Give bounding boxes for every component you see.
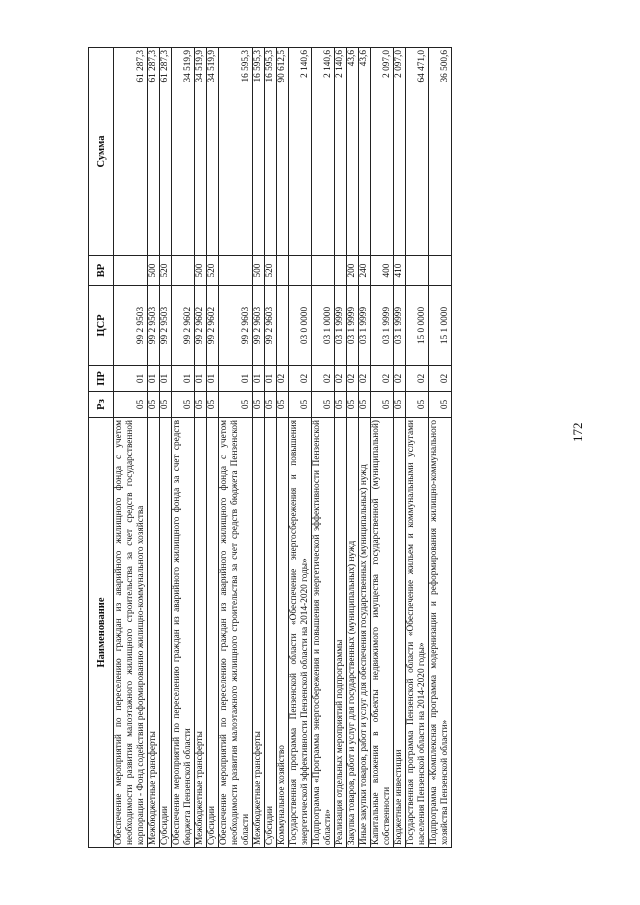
header-rz: Рз <box>89 392 114 418</box>
cell-vr <box>219 256 253 286</box>
cell-pr: 01 <box>265 366 277 392</box>
cell-pr: 01 <box>207 366 219 392</box>
cell-sum: 34 519,9 <box>207 48 219 256</box>
cell-sum: 16 595,3 <box>265 48 277 256</box>
cell-csr: 15 1 0000 <box>429 286 452 366</box>
cell-pr: 02 <box>335 366 347 392</box>
cell-rz: 05 <box>219 392 253 418</box>
cell-vr: 500 <box>253 256 265 286</box>
table-row <box>277 48 289 848</box>
cell-name: Капитальные вложения в объекты недвижимого имущества государственной (муниципальной) собственности <box>371 418 394 848</box>
cell-csr: 03 1 9999 <box>335 286 347 366</box>
cell-name: Межбюджетные трансферты <box>195 418 207 848</box>
cell-sum: 2 097,0 <box>394 48 406 256</box>
cell-name: Обеспечение мероприятий по переселению граждан из аварийного жилищного фонда с учетом необходимости развития малоэтажного жилищного строительства за счет средств бюджета Пензенской области <box>219 418 253 848</box>
cell-pr: 02 <box>277 366 289 392</box>
cell-csr: 99 2 9503 <box>114 286 148 366</box>
cell-vr: 520 <box>160 256 172 286</box>
cell-pr: 01 <box>148 366 160 392</box>
cell-rz: 05 <box>265 392 277 418</box>
cell-csr: 99 2 9602 <box>207 286 219 366</box>
cell-rz: 05 <box>394 392 406 418</box>
cell-rz: 05 <box>406 392 429 418</box>
cell-name: Субсидии <box>265 418 277 848</box>
cell-sum: 36 500,6 <box>429 48 452 256</box>
cell-sum: 90 612,5 <box>277 48 289 256</box>
cell-sum: 61 287,3 <box>114 48 148 256</box>
cell-sum: 34 519,9 <box>195 48 207 256</box>
cell-vr: 520 <box>207 256 219 286</box>
cell-pr: 02 <box>347 366 359 392</box>
table-row <box>312 48 335 848</box>
table-row <box>219 48 253 848</box>
cell-vr <box>335 256 347 286</box>
cell-sum: 2 097,0 <box>371 48 394 256</box>
cell-rz: 05 <box>253 392 265 418</box>
cell-csr: 03 0 0000 <box>289 286 312 366</box>
cell-csr: 03 1 9999 <box>371 286 394 366</box>
cell-pr: 01 <box>219 366 253 392</box>
cell-pr: 02 <box>394 366 406 392</box>
cell-rz: 05 <box>359 392 371 418</box>
cell-name: Обеспечение мероприятий по переселению граждан из аварийного жилищного фонда за счет средств бюджета Пензенской области <box>172 418 195 848</box>
cell-rz: 05 <box>289 392 312 418</box>
cell-name: Реализация отдельных мероприятий подпрограммы <box>335 418 347 848</box>
cell-rz: 05 <box>312 392 335 418</box>
table-row <box>359 48 371 848</box>
cell-vr <box>312 256 335 286</box>
header-csr: ЦСР <box>89 286 114 366</box>
cell-pr: 02 <box>406 366 429 392</box>
cell-vr <box>289 256 312 286</box>
cell-vr <box>277 256 289 286</box>
cell-rz: 05 <box>148 392 160 418</box>
table-row <box>148 48 160 848</box>
cell-rz: 05 <box>335 392 347 418</box>
cell-rz: 05 <box>114 392 148 418</box>
cell-pr: 02 <box>429 366 452 392</box>
cell-vr: 240 <box>359 256 371 286</box>
table-row <box>207 48 219 848</box>
cell-sum: 2 140,6 <box>312 48 335 256</box>
cell-name: Субсидии <box>207 418 219 848</box>
cell-sum: 61 287,3 <box>148 48 160 256</box>
table-row <box>289 48 312 848</box>
cell-vr: 500 <box>148 256 160 286</box>
cell-name: Закупка товаров, работ и услуг для государственных (муниципальных) нужд <box>347 418 359 848</box>
cell-csr <box>277 286 289 366</box>
table-row <box>195 48 207 848</box>
table-row <box>429 48 452 848</box>
cell-vr: 500 <box>195 256 207 286</box>
cell-name: Субсидии <box>160 418 172 848</box>
header-name: Наименование <box>89 418 114 848</box>
cell-vr: 400 <box>371 256 394 286</box>
cell-rz: 05 <box>172 392 195 418</box>
table-row <box>114 48 148 848</box>
budget-table <box>88 47 452 848</box>
table-row <box>172 48 195 848</box>
header-sum: Сумма <box>89 48 114 256</box>
cell-sum: 16 595,3 <box>219 48 253 256</box>
cell-vr <box>406 256 429 286</box>
cell-pr: 01 <box>253 366 265 392</box>
cell-csr: 03 1 9999 <box>359 286 371 366</box>
header-vr: ВР <box>89 256 114 286</box>
cell-sum: 2 140,6 <box>335 48 347 256</box>
rotated-page <box>88 48 550 848</box>
cell-pr: 01 <box>195 366 207 392</box>
cell-sum: 61 287,3 <box>160 48 172 256</box>
table-row <box>394 48 406 848</box>
cell-pr: 02 <box>289 366 312 392</box>
cell-csr: 03 1 0000 <box>312 286 335 366</box>
cell-rz: 05 <box>207 392 219 418</box>
cell-csr: 03 1 9999 <box>347 286 359 366</box>
cell-vr <box>429 256 452 286</box>
cell-name: Обеспечение мероприятий по переселению граждан из аварийного жилищного фонда с учетом необходимости развития малоэтажного жилищного строительства за счет средств государственной корпорации - Фонд содействия реформированию жилищно-коммунального хозяйства <box>114 418 148 848</box>
cell-sum: 34 519,9 <box>172 48 195 256</box>
cell-name: Иные закупки товаров, работ и услуг для обеспечения государственных (муниципальных) нужд <box>359 418 371 848</box>
table-header-row <box>89 48 114 848</box>
cell-pr: 01 <box>172 366 195 392</box>
page-number: 172 <box>570 422 585 442</box>
cell-csr: 99 2 9603 <box>265 286 277 366</box>
cell-pr: 01 <box>114 366 148 392</box>
cell-sum: 43,6 <box>347 48 359 256</box>
cell-name: Государственная программа Пензенской области «Обеспечение энергосбережения и повышения энергетической эффективности Пензенской области на 2014-2020 годы» <box>289 418 312 848</box>
cell-name: Подпрограмма «Программа энергосбережения и повышения энергетической эффективности Пензенской области» <box>312 418 335 848</box>
cell-pr: 02 <box>371 366 394 392</box>
cell-rz: 05 <box>347 392 359 418</box>
cell-sum: 43,6 <box>359 48 371 256</box>
table-row <box>265 48 277 848</box>
cell-csr: 03 1 9999 <box>394 286 406 366</box>
table-row <box>253 48 265 848</box>
table-row <box>335 48 347 848</box>
cell-name: Бюджетные инвестиции <box>394 418 406 848</box>
cell-csr: 99 2 9603 <box>219 286 253 366</box>
cell-name: Межбюджетные трансферты <box>253 418 265 848</box>
cell-csr: 99 2 9503 <box>148 286 160 366</box>
table-row <box>160 48 172 848</box>
cell-rz: 05 <box>195 392 207 418</box>
cell-csr: 99 2 9603 <box>253 286 265 366</box>
cell-csr: 99 2 9602 <box>195 286 207 366</box>
cell-vr <box>172 256 195 286</box>
cell-name: Государственная программа Пензенской области «Обеспечение жильем и коммунальными услугами населения Пензенской области на 2014-2020 годы» <box>406 418 429 848</box>
cell-name: Межбюджетные трансферты <box>148 418 160 848</box>
cell-vr: 520 <box>265 256 277 286</box>
cell-name: Коммунальное хозяйство <box>277 418 289 848</box>
cell-vr <box>114 256 148 286</box>
cell-sum: 64 471,0 <box>406 48 429 256</box>
cell-sum: 2 140,6 <box>289 48 312 256</box>
cell-pr: 01 <box>160 366 172 392</box>
cell-pr: 02 <box>359 366 371 392</box>
cell-rz: 05 <box>277 392 289 418</box>
table-row <box>347 48 359 848</box>
cell-rz: 05 <box>371 392 394 418</box>
cell-name: Подпрограмма «Комплексная программа модернизации и реформирования жилищно-коммунального хозяйства Пензенской области» <box>429 418 452 848</box>
cell-csr: 15 0 0000 <box>406 286 429 366</box>
header-pr: ПР <box>89 366 114 392</box>
cell-csr: 99 2 9503 <box>160 286 172 366</box>
cell-vr: 410 <box>394 256 406 286</box>
cell-pr: 02 <box>312 366 335 392</box>
cell-csr: 99 2 9602 <box>172 286 195 366</box>
cell-rz: 05 <box>160 392 172 418</box>
cell-vr: 200 <box>347 256 359 286</box>
cell-sum: 16 595,3 <box>253 48 265 256</box>
cell-rz: 05 <box>429 392 452 418</box>
table-row <box>371 48 394 848</box>
table-row <box>406 48 429 848</box>
